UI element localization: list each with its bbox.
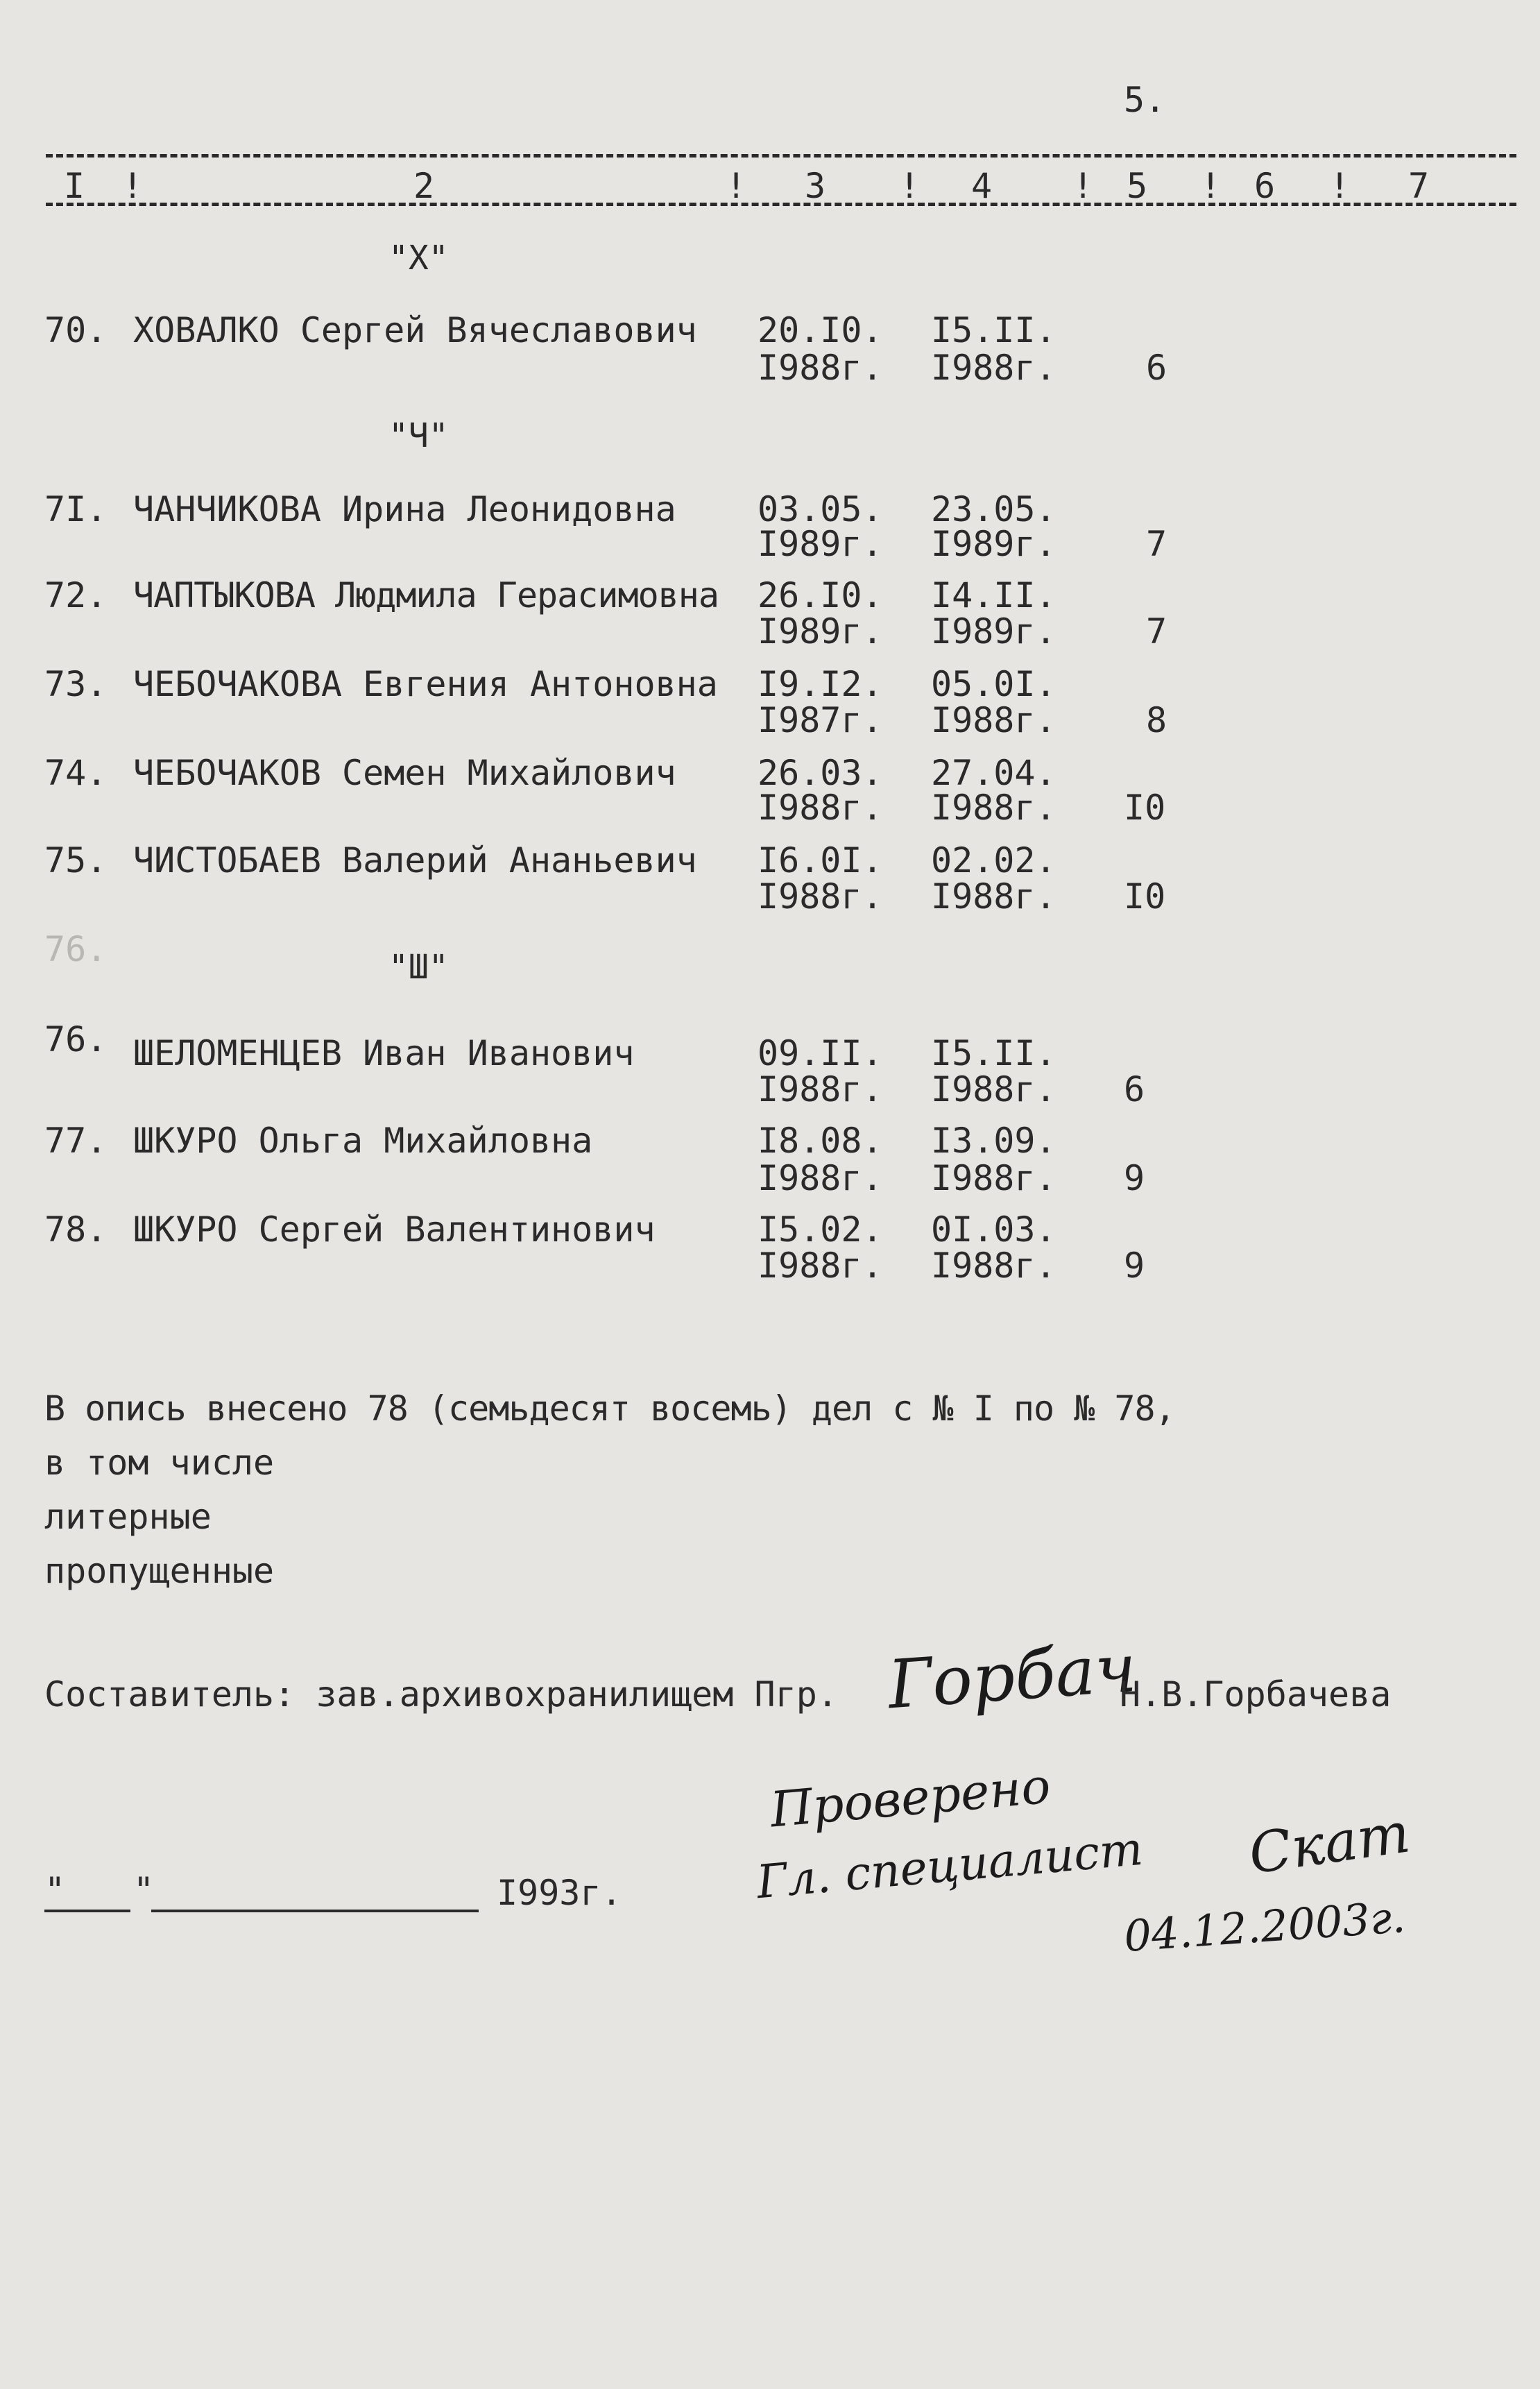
summary-line: литерные	[44, 1497, 212, 1537]
row-end-year: I988г.	[931, 1069, 1056, 1110]
row-start-year: I988г.	[758, 1158, 883, 1198]
verification-date: 04.12.2003г.	[1122, 1891, 1408, 1962]
row-start-date: 26.I0.	[758, 575, 883, 615]
date-quote-close: "	[133, 1870, 155, 1910]
row-end-year: I988г.	[931, 1158, 1056, 1198]
row-start-year: I988г.	[758, 876, 883, 917]
column-sep: !	[122, 166, 144, 206]
row-name: ЧЕБОЧАКОВ Семен Михайлович	[133, 753, 676, 793]
row-number: 70.	[44, 310, 108, 350]
row-end-date: 05.0I.	[931, 664, 1056, 704]
row-end-year: I988г.	[931, 348, 1056, 388]
row-end-date: I5.II.	[931, 310, 1056, 350]
row-end-year: I988г.	[931, 876, 1056, 917]
row-number: 78.	[44, 1209, 108, 1250]
row-end-year: I989г.	[931, 524, 1056, 564]
row-start-date: I6.0I.	[758, 840, 883, 881]
row-start-date: 20.I0.	[758, 310, 883, 350]
row-start-date: I5.02.	[758, 1209, 883, 1250]
column-number-3: 3	[805, 166, 826, 206]
row-name: ШЕЛОМЕНЦЕВ Иван Иванович	[133, 1033, 635, 1073]
letter-heading-kh: "Х"	[388, 239, 449, 278]
row-start-date: 26.03.	[758, 753, 883, 793]
row-end-date: 0I.03.	[931, 1209, 1056, 1250]
row-end-year: I988г.	[931, 700, 1056, 740]
row-number: 73.	[44, 664, 108, 704]
column-sep: !	[1329, 166, 1351, 206]
column-number-1: I	[64, 166, 85, 206]
column-number-6: 6	[1254, 166, 1276, 206]
row-start-year: I989г.	[758, 524, 883, 564]
row-sheet-count: 9	[1124, 1245, 1145, 1286]
row-number: 77.	[44, 1121, 108, 1161]
row-end-date: I3.09.	[931, 1121, 1056, 1161]
row-name: ШКУРО Ольга Михайловна	[133, 1121, 593, 1161]
letter-heading-ch: "Ч"	[388, 416, 449, 455]
row-start-date: 03.05.	[758, 489, 883, 529]
row-start-date: I9.I2.	[758, 664, 883, 704]
row-number: 76.	[44, 1019, 108, 1060]
row-name: ХОВАЛКО Сергей Вячеславович	[133, 310, 697, 350]
row-start-year: I988г.	[758, 1245, 883, 1286]
row-end-year: I988г.	[931, 1245, 1056, 1286]
date-quote-open: "	[44, 1870, 66, 1910]
compiler-label: Составитель: зав.архивохранилищем Пгр.	[44, 1674, 838, 1715]
row-end-year: I989г.	[931, 611, 1056, 652]
row-number: 7I.	[44, 489, 108, 529]
row-end-date: 27.04.	[931, 753, 1056, 793]
row-name: ШКУРО Сергей Валентинович	[133, 1209, 656, 1250]
row-sheet-count: 7	[1146, 611, 1167, 652]
row-number: 72.	[44, 575, 108, 615]
verification-signature: Скат	[1244, 1800, 1414, 1887]
row-start-date: I8.08.	[758, 1121, 883, 1161]
row-start-year: I987г.	[758, 700, 883, 740]
compiler-signature: Горбач	[885, 1629, 1139, 1724]
row-number: 75.	[44, 840, 108, 881]
column-number-7: 7	[1408, 166, 1430, 206]
row-end-date: 02.02.	[931, 840, 1056, 881]
row-sheet-count: I0	[1124, 876, 1166, 917]
row-end-year: I988г.	[931, 788, 1056, 828]
row-sheet-count: 8	[1146, 700, 1167, 740]
row-sheet-count: 7	[1146, 524, 1167, 564]
row-sheet-count: 6	[1146, 348, 1167, 388]
summary-line: пропущенные	[44, 1551, 275, 1591]
row-start-year: I988г.	[758, 1069, 883, 1110]
letter-heading-sh: "Ш"	[388, 948, 449, 987]
verification-line: Гл. специалист	[754, 1821, 1145, 1910]
row-start-year: I989г.	[758, 611, 883, 652]
row-sheet-count: 9	[1124, 1158, 1145, 1198]
date-year: I993г.	[497, 1873, 622, 1913]
date-month-blank	[151, 1910, 479, 1912]
row-name: ЧЕБОЧАКОВА Евгения Антоновна	[133, 664, 718, 704]
row-end-date: I4.II.	[931, 575, 1056, 615]
row-end-date: 23.05.	[931, 489, 1056, 529]
summary-line: в том числе	[44, 1443, 275, 1483]
date-day-blank	[44, 1910, 130, 1912]
column-number-2: 2	[413, 166, 435, 206]
column-sep: !	[1072, 166, 1094, 206]
faint-row-number: 76.	[44, 929, 108, 969]
row-start-year: I988г.	[758, 788, 883, 828]
row-sheet-count: 6	[1124, 1069, 1145, 1110]
column-sep: !	[726, 166, 747, 206]
verification-line: Проверено	[768, 1757, 1053, 1839]
header-rule-top	[46, 154, 1516, 158]
row-end-date: I5.II.	[931, 1033, 1056, 1073]
page-number: 5.	[1124, 80, 1166, 120]
column-number-5: 5	[1127, 166, 1148, 206]
row-start-year: I988г.	[758, 348, 883, 388]
row-start-date: 09.II.	[758, 1033, 883, 1073]
column-sep: !	[899, 166, 921, 206]
row-name: ЧАПТЫКОВА Людмила Герасимовна	[133, 575, 719, 615]
header-rule-bottom	[46, 203, 1516, 206]
compiler-name: Н.В.Горбачева	[1120, 1674, 1392, 1715]
row-number: 74.	[44, 753, 108, 793]
column-sep: !	[1200, 166, 1222, 206]
summary-line: В опись внесено 78 (семьдесят восемь) дел с № I по № 78,	[44, 1388, 1175, 1429]
column-number-4: 4	[971, 166, 993, 206]
row-name: ЧИСТОБАЕВ Валерий Ананьевич	[133, 840, 697, 881]
row-name: ЧАНЧИКОВА Ирина Леонидовна	[133, 489, 676, 529]
row-sheet-count: I0	[1124, 788, 1166, 828]
